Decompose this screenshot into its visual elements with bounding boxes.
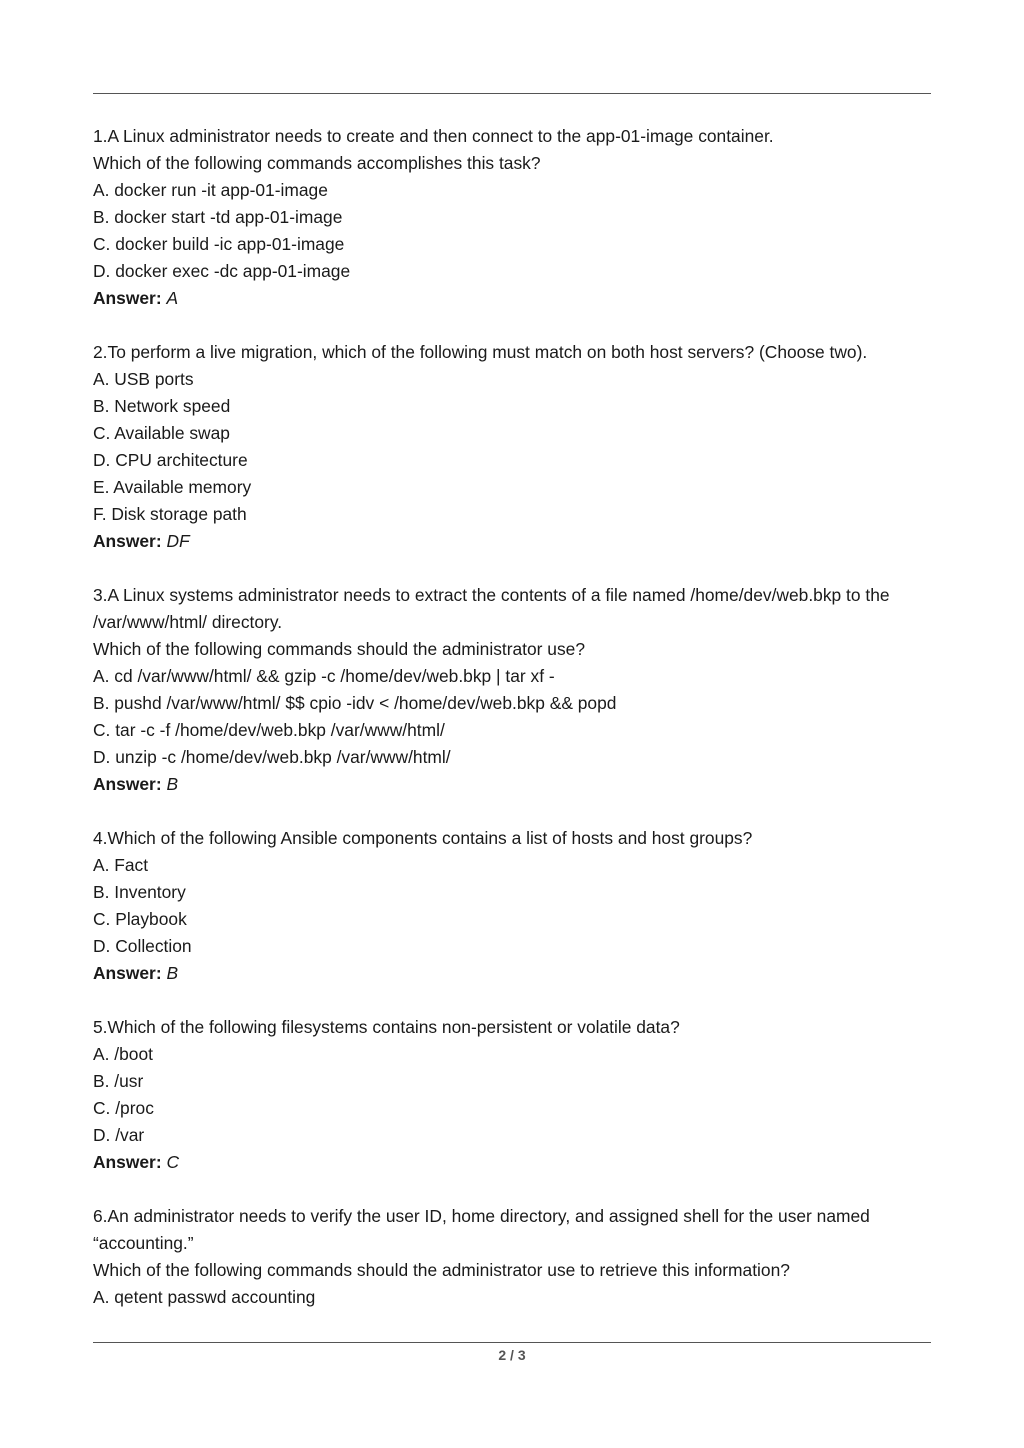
answer-option: B. /usr [93,1071,144,1091]
question-stem-line: “accounting.” [93,1233,194,1253]
question-stem-line: /var/www/html/ directory. [93,612,283,632]
answer-option: D. unzip -c /home/dev/web.bkp /var/www/html/ [93,747,451,767]
question-list [93,123,933,1338]
question-stem-line: 3.A Linux systems administrator needs to extract the contents of a file named /home/dev/web.bkp to the [93,585,890,605]
answer-option: C. docker build -ic app-01-image [93,234,345,254]
question-stem-line: 1.A Linux administrator needs to create and then connect to the app-01-image container. [93,126,774,146]
answer-option: D. CPU architecture [93,450,248,470]
page-number: 2 / 3 [498,1347,526,1363]
answer-option: C. Available swap [93,423,230,443]
question-stem-line: 5.Which of the following filesystems contains non-persistent or volatile data? [93,1017,680,1037]
answer-label: Answer: [93,288,162,308]
question-4 [93,825,933,987]
answer-option: D. Collection [93,936,192,956]
answer-option: B. Network speed [93,396,231,416]
question-stem-line: Which of the following commands accomplishes this task? [93,153,541,173]
answer-label: Answer: [93,1152,162,1172]
answer-option: F. Disk storage path [93,504,247,524]
question-5 [93,1014,933,1176]
answer-option: C. Playbook [93,909,187,929]
answer-option: B. Inventory [93,882,186,902]
question-stem-line: Which of the following commands should the administrator use? [93,639,586,659]
answer-label: Answer: [93,774,162,794]
answer-option: C. tar -c -f /home/dev/web.bkp /var/www/html/ [93,720,445,740]
question-stem-line: 2.To perform a live migration, which of the following must match on both host servers? (Choose two). [93,342,868,362]
answer-option: A. cd /var/www/html/ && gzip -c /home/dev/web.bkp | tar xf - [93,666,555,686]
answer-line [93,960,933,987]
answer-value: DF [166,531,190,551]
answer-value: C [166,1152,180,1172]
answer-value: B [166,774,179,794]
answer-option: B. pushd /var/www/html/ $$ cpio -idv < /home/dev/web.bkp && popd [93,693,617,713]
answer-line [93,285,933,312]
answer-line [93,528,933,555]
question-3 [93,582,933,798]
question-6 [93,1203,933,1311]
answer-option: A. docker run -it app-01-image [93,180,328,200]
question-stem-line: 4.Which of the following Ansible components contains a list of hosts and host groups? [93,828,753,848]
answer-option: A. qetent passwd accounting [93,1287,316,1307]
question-1 [93,123,933,312]
answer-option: A. USB ports [93,369,194,389]
question-stem-line: Which of the following commands should the administrator use to retrieve this information? [93,1260,790,1280]
answer-label: Answer: [93,963,162,983]
answer-option: A. Fact [93,855,149,875]
question-2 [93,339,933,555]
answer-value: A [166,288,179,308]
answer-line [93,771,933,798]
answer-option: E. Available memory [93,477,252,497]
answer-option: B. docker start -td app-01-image [93,207,343,227]
answer-option: D. docker exec -dc app-01-image [93,261,351,281]
answer-option: A. /boot [93,1044,153,1064]
header-divider [93,93,931,94]
question-stem-line: 6.An administrator needs to verify the user ID, home directory, and assigned shell for the user named [93,1206,870,1226]
answer-line [93,1149,933,1176]
answer-option: D. /var [93,1125,145,1145]
answer-option: C. /proc [93,1098,154,1118]
footer-divider [93,1342,931,1343]
answer-value: B [166,963,179,983]
answer-label: Answer: [93,531,162,551]
